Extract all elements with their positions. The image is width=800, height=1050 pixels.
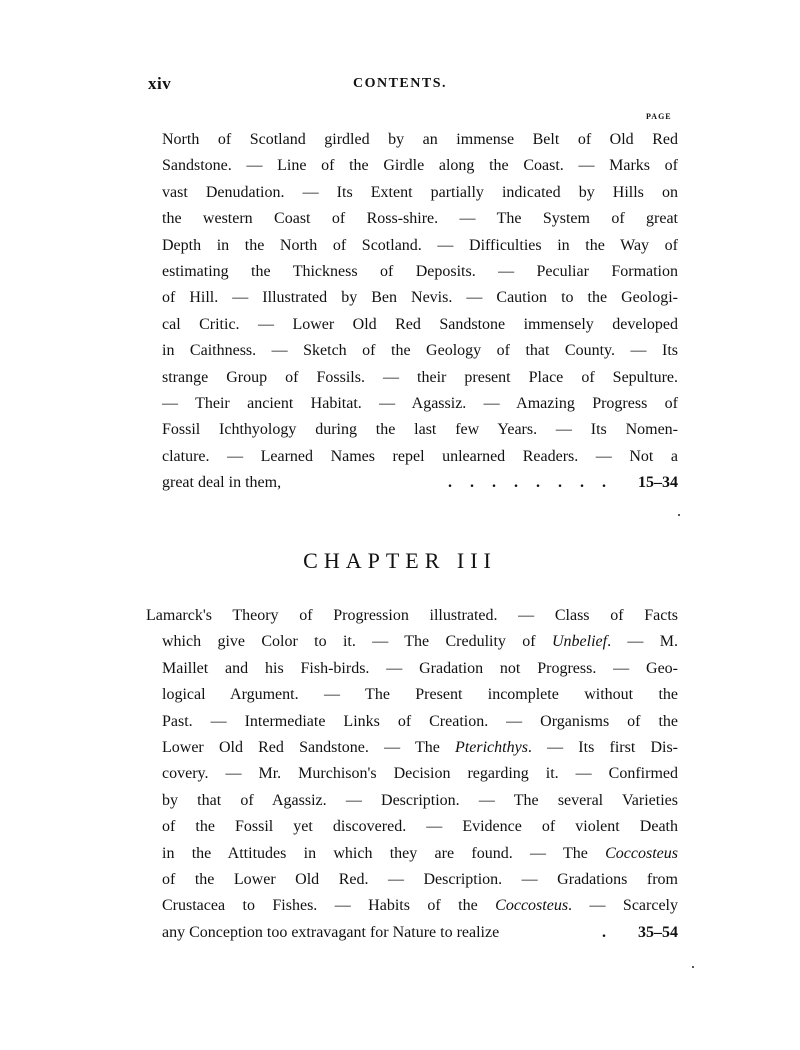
entry-line: Fossil Ichthyology during the last few Years. — Its Nomen- <box>162 421 678 439</box>
entry-line: — Their ancient Habitat. — Agassiz. — Amazing Progress of <box>162 394 678 412</box>
entry-line: estimating the Thickness of Deposits. — Peculiar Formation <box>162 262 678 280</box>
contents-entry-chapter-3 <box>146 603 678 946</box>
page-range: 35–54 <box>638 923 678 941</box>
entry-last-line <box>146 920 678 946</box>
entry-line: in Caithness. — Sketch of the Geology of that County. — Its <box>162 342 678 360</box>
entry-line: of the Lower Old Red. — Description. — Gradations from <box>162 870 678 888</box>
entry-line: which give Color to it. — The Credulity of Unbelief. — M. <box>162 633 678 651</box>
entry-line: Depth in the North of Scotland. — Difficulties in the Way of <box>162 236 678 254</box>
page-column-label: PAGE <box>646 112 672 121</box>
entry-line: the western Coast of Ross-shire. — The System of great <box>162 210 678 228</box>
entry-line: any Conception too extravagant for Nature to realize <box>162 923 500 941</box>
running-head: CONTENTS. <box>352 76 448 91</box>
entry-line: clature. — Learned Names repel unlearned Readers. — Not a <box>162 447 678 465</box>
entry-last-line <box>162 470 678 496</box>
dot-leaders: ........ <box>448 474 624 492</box>
entry-line: by that of Agassiz. — Description. — The several Varieties <box>162 791 678 809</box>
entry-line: North of Scotland girdled by an immense Belt of Old Red <box>162 131 678 148</box>
entry-line: in the Attitudes in which they are found. — The Coccosteus <box>162 844 678 862</box>
chapter-heading: CHAPTER III <box>303 548 497 573</box>
contents-entry-chapter-2 <box>162 127 678 496</box>
entry-line: vast Denudation. — Its Extent partially indicated by Hills on <box>162 183 678 201</box>
entry-line: of Hill. — Illustrated by Ben Nevis. — Caution to the Geologi- <box>162 289 678 307</box>
print-speck <box>692 966 694 968</box>
entry-line: Past. — Intermediate Links of Creation. — Organisms of the <box>162 712 678 730</box>
print-speck <box>678 514 680 516</box>
entry-line: cal Critic. — Lower Old Red Sandstone immensely developed <box>162 315 678 333</box>
page-number: xiv <box>148 74 172 93</box>
entry-line: Lamarck's Theory of Progression illustrated. — Class of Facts <box>146 607 678 624</box>
entry-line: Sandstone. — Line of the Girdle along the Coast. — Marks of <box>162 157 678 175</box>
entry-line: of the Fossil yet discovered. — Evidence of violent Death <box>162 818 678 836</box>
entry-line: Lower Old Red Sandstone. — The Pterichthys. — Its first Dis- <box>162 738 679 756</box>
entry-line: Maillet and his Fish-birds. — Gradation not Progress. — Geo- <box>162 659 678 677</box>
page-range: 15–34 <box>638 474 678 492</box>
dot-leaders: . <box>602 923 624 941</box>
entry-line: logical Argument. — The Present incomplete without the <box>162 686 678 704</box>
entry-line: covery. — Mr. Murchison's Decision regarding it. — Confirmed <box>162 765 678 783</box>
entry-line: great deal in them, <box>162 474 282 492</box>
entry-line: strange Group of Fossils. — their present Place of Sepulture. <box>162 368 678 386</box>
entry-line: Crustacea to Fishes. — Habits of the Coccosteus. — Scarcely <box>162 897 679 915</box>
